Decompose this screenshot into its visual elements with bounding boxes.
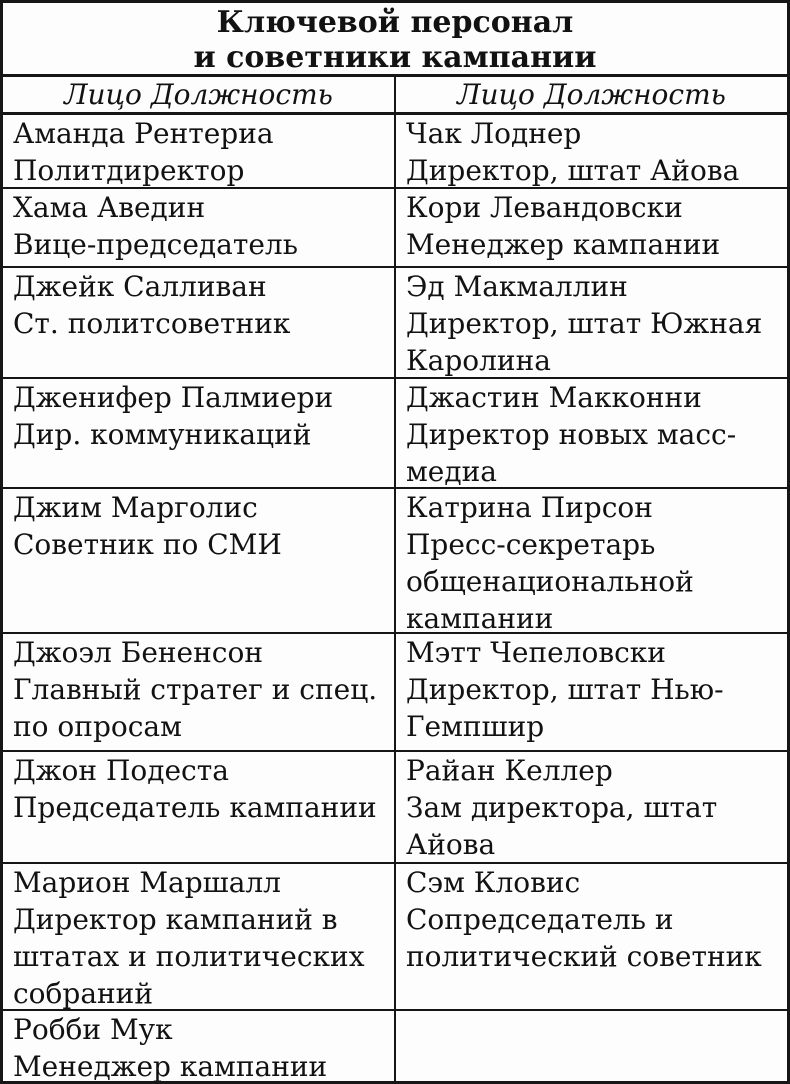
person-name: Джим Марголис	[13, 490, 258, 524]
table-row	[3, 379, 787, 489]
table-row	[3, 634, 787, 752]
person-role: Председатель кампании	[13, 791, 377, 824]
person-cell	[396, 634, 787, 750]
person-cell	[396, 864, 787, 1009]
table-title-line1: Ключевой персонал	[216, 5, 574, 40]
person-cell	[3, 379, 396, 487]
person-cell	[3, 1011, 396, 1081]
column-header-row	[3, 77, 787, 115]
person-cell	[3, 489, 396, 632]
person-cell-empty	[396, 1011, 787, 1081]
person-role: Ст. политсоветник	[13, 306, 291, 340]
person-name: Робби Мук	[13, 1013, 173, 1046]
person-role: Директор, штат Нью-Гемпшир	[406, 673, 724, 743]
table-title	[3, 3, 787, 77]
person-role: Главный стратег и спец. по опросам	[13, 673, 378, 743]
person-name: Марион Маршалл	[13, 866, 281, 899]
person-role: Директор, штат Айова	[406, 154, 740, 187]
table-row	[3, 864, 787, 1011]
person-name: Кори Левандовски	[406, 190, 683, 224]
person-cell	[396, 115, 787, 187]
table-row	[3, 489, 787, 634]
person-name: Аманда Рентериа	[13, 117, 274, 150]
person-name: Катрина Пирсон	[406, 490, 653, 524]
column-header-right: Лицо Должность	[457, 78, 726, 111]
person-role: Политдиректор	[13, 154, 245, 187]
person-cell	[396, 189, 787, 266]
person-role: Дир. коммуникаций	[13, 417, 312, 451]
person-role: Менеджер кампании	[406, 227, 721, 261]
table-row	[3, 1011, 787, 1081]
person-role: Вице-председатель	[13, 227, 298, 261]
person-name: Райан Келлер	[406, 754, 613, 787]
table-row	[3, 752, 787, 864]
person-cell	[396, 379, 787, 487]
person-cell	[396, 268, 787, 377]
person-name: Сэм Кловис	[406, 866, 581, 899]
person-name: Чак Лоднер	[406, 117, 582, 150]
person-role: Директор, штат Южная Каролина	[406, 306, 763, 377]
person-cell	[3, 634, 396, 750]
person-name: Джастин Макконни	[406, 380, 702, 414]
person-role: Пресс-секретарь общенациональной кампании	[406, 527, 694, 635]
person-cell	[3, 752, 396, 862]
table-title-line2: и советники кампании	[193, 40, 597, 75]
table-row	[3, 268, 787, 379]
person-name: Джоэл Бененсон	[13, 636, 263, 669]
person-cell	[3, 189, 396, 266]
person-cell	[3, 268, 396, 377]
person-role: Директор новых масс-медиа	[406, 417, 737, 488]
person-name: Дженифер Палмиери	[13, 380, 334, 414]
table-row	[3, 115, 787, 189]
column-header-left: Лицо Должность	[3, 77, 396, 112]
person-cell	[3, 115, 396, 187]
person-role: Советник по СМИ	[13, 527, 282, 561]
person-name: Джейк Салливан	[13, 269, 267, 303]
person-role: Зам директора, штат Айова	[406, 791, 718, 861]
person-cell	[396, 489, 787, 635]
person-role: Директор кампаний в штатах и политических собраний	[13, 903, 365, 1010]
person-name: Эд Макмаллин	[406, 269, 628, 303]
person-name: Хама Аведин	[13, 190, 206, 224]
person-cell	[3, 864, 396, 1009]
person-name: Мэтт Чепеловски	[406, 636, 666, 669]
person-cell	[396, 752, 787, 862]
person-role: Сопредседатель и политический советник	[406, 903, 762, 973]
person-role: Менеджер кампании	[13, 1050, 328, 1083]
person-name: Джон Подеста	[13, 754, 229, 787]
table-row	[3, 189, 787, 268]
